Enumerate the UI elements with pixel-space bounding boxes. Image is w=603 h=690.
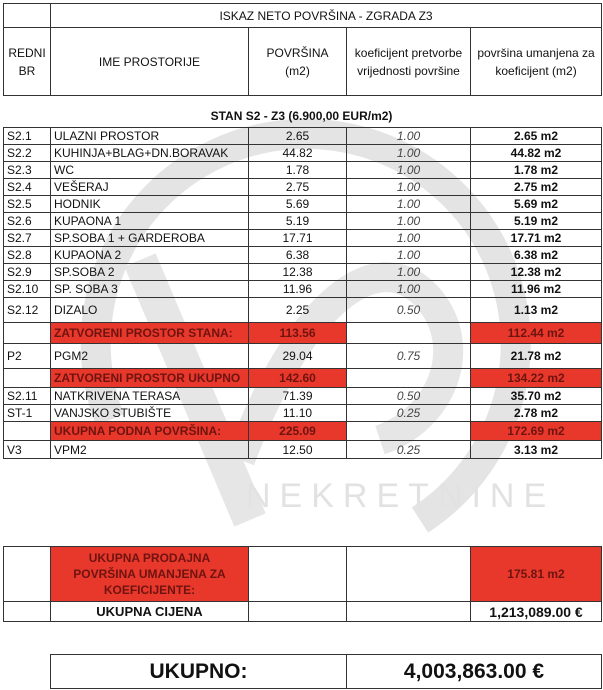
summary-blank-cell	[4, 547, 51, 602]
row-area: 11.96	[249, 281, 347, 298]
summary-blank-cell	[347, 602, 471, 622]
row-coefficient: 1.00	[347, 145, 471, 162]
row-area: 2.25	[249, 298, 347, 323]
row-reduced-area: 6.38 m2	[471, 247, 602, 264]
summary-blank-cell	[249, 547, 347, 602]
row-coefficient: 1.00	[347, 179, 471, 196]
row-reduced-area: 172.69 m2	[471, 422, 602, 441]
row-number: S2.9	[4, 264, 51, 281]
row-number: S2.1	[4, 128, 51, 145]
summary-table	[3, 546, 602, 622]
row-area: 6.38	[249, 247, 347, 264]
row-reduced-area: 12.38 m2	[471, 264, 602, 281]
row-coefficient: 1.00	[347, 128, 471, 145]
row-coefficient: 0.25	[347, 405, 471, 422]
row-area: 113.56	[249, 323, 347, 344]
row-area: 5.69	[249, 196, 347, 213]
table-row	[4, 230, 602, 247]
cijena-label: UKUPNA CIJENA	[51, 602, 249, 622]
row-number: S2.4	[4, 179, 51, 196]
row-area: 5.19	[249, 213, 347, 230]
col-header-povrsina: POVRŠINA (m2)	[249, 28, 347, 96]
row-name: WC	[51, 162, 249, 179]
table-row	[4, 405, 602, 422]
row-number: ST-1	[4, 405, 51, 422]
col-header-umanjena: površina umanjena za koeficijent (m2)	[471, 28, 602, 96]
row-number: S2.2	[4, 145, 51, 162]
row-area: 1.78	[249, 162, 347, 179]
row-coefficient	[347, 369, 471, 388]
table-row	[4, 344, 602, 369]
row-coefficient: 1.00	[347, 281, 471, 298]
row-reduced-area: 134.22 m2	[471, 369, 602, 388]
row-reduced-area: 112.44 m2	[471, 323, 602, 344]
total-label: UKUPNO:	[51, 655, 347, 689]
row-coefficient	[347, 422, 471, 441]
row-number: S2.7	[4, 230, 51, 247]
row-reduced-area: 21.78 m2	[471, 344, 602, 369]
row-reduced-area: 5.69 m2	[471, 196, 602, 213]
row-area: 17.71	[249, 230, 347, 247]
table-row	[4, 281, 602, 298]
row-area: 12.50	[249, 441, 347, 459]
row-number: S2.6	[4, 213, 51, 230]
summary-blank-cell	[4, 602, 51, 622]
row-reduced-area: 5.19 m2	[471, 213, 602, 230]
table-row	[4, 441, 602, 459]
subtotal-row	[4, 422, 602, 441]
row-number: S2.11	[4, 388, 51, 405]
row-name: PGM2	[51, 344, 249, 369]
col-header-redni-br: REDNI BR	[4, 28, 51, 96]
summary-blank-cell	[347, 547, 471, 602]
table-row	[4, 145, 602, 162]
row-coefficient: 0.75	[347, 344, 471, 369]
table-row	[4, 247, 602, 264]
row-area: 2.75	[249, 179, 347, 196]
total-value: 4,003,863.00 €	[347, 655, 602, 689]
row-coefficient: 0.50	[347, 388, 471, 405]
table-row	[4, 179, 602, 196]
row-name: KUPAONA 1	[51, 213, 249, 230]
area-table	[3, 127, 602, 459]
row-coefficient: 0.25	[347, 441, 471, 459]
col-header-ime: IME PROSTORIJE	[51, 28, 249, 96]
row-area: 71.39	[249, 388, 347, 405]
row-reduced-area: 3.13 m2	[471, 441, 602, 459]
row-name: SP. SOBA 3	[51, 281, 249, 298]
row-reduced-area: 17.71 m2	[471, 230, 602, 247]
row-area: 225.09	[249, 422, 347, 441]
row-name: NATKRIVENA TERASA	[51, 388, 249, 405]
row-reduced-area: 2.65 m2	[471, 128, 602, 145]
row-number: V3	[4, 441, 51, 459]
table-row	[4, 128, 602, 145]
row-coefficient: 1.00	[347, 213, 471, 230]
table-row	[4, 298, 602, 323]
prodajna-value: 175.81 m2	[471, 547, 602, 602]
row-reduced-area: 44.82 m2	[471, 145, 602, 162]
row-coefficient: 1.00	[347, 196, 471, 213]
row-coefficient: 1.00	[347, 230, 471, 247]
subtotal-row	[4, 323, 602, 344]
row-name: KUHINJA+BLAG+DN.BORAVAK	[51, 145, 249, 162]
row-number: S2.10	[4, 281, 51, 298]
row-reduced-area: 35.70 m2	[471, 388, 602, 405]
row-coefficient: 1.00	[347, 162, 471, 179]
watermark-text: NEKRETNINE	[246, 477, 556, 515]
row-number	[4, 369, 51, 388]
row-name: ZATVORENI PROSTOR UKUPNO	[51, 369, 249, 388]
row-name: SP.SOBA 2	[51, 264, 249, 281]
row-name: ZATVORENI PROSTOR STANA:	[51, 323, 249, 344]
table-row	[4, 162, 602, 179]
row-number: S2.3	[4, 162, 51, 179]
table-row	[4, 196, 602, 213]
row-area: 142.60	[249, 369, 347, 388]
header-blank-cell	[4, 4, 51, 28]
row-coefficient	[347, 323, 471, 344]
row-number: P2	[4, 344, 51, 369]
row-reduced-area: 1.78 m2	[471, 162, 602, 179]
row-name: VPM2	[51, 441, 249, 459]
row-name: HODNIK	[51, 196, 249, 213]
row-number: S2.5	[4, 196, 51, 213]
cijena-value: 1,213,089.00 €	[471, 602, 602, 622]
total-table	[50, 654, 602, 689]
row-number: S2.12	[4, 298, 51, 323]
row-reduced-area: 2.78 m2	[471, 405, 602, 422]
row-area: 29.04	[249, 344, 347, 369]
summary-blank-cell	[249, 602, 347, 622]
row-coefficient: 1.00	[347, 264, 471, 281]
row-area: 11.10	[249, 405, 347, 422]
col-header-koeficijent: koeficijent pretvorbe vrijednosti površine	[347, 28, 471, 96]
row-area: 12.38	[249, 264, 347, 281]
row-number	[4, 323, 51, 344]
subtotal-row	[4, 369, 602, 388]
row-name: VEŠERAJ	[51, 179, 249, 196]
row-reduced-area: 2.75 m2	[471, 179, 602, 196]
section-title: STAN S2 - Z3 (6.900,00 EUR/m2)	[210, 109, 393, 123]
row-reduced-area: 1.13 m2	[471, 298, 602, 323]
header-table	[3, 3, 602, 96]
row-name: UKUPNA PODNA POVRŠINA:	[51, 422, 249, 441]
row-number	[4, 422, 51, 441]
table-row	[4, 213, 602, 230]
row-coefficient: 1.00	[347, 247, 471, 264]
row-name: ULAZNI PROSTOR	[51, 128, 249, 145]
row-coefficient: 0.50	[347, 298, 471, 323]
row-reduced-area: 11.96 m2	[471, 281, 602, 298]
table-row	[4, 264, 602, 281]
row-name: DIZALO	[51, 298, 249, 323]
row-number: S2.8	[4, 247, 51, 264]
row-name: VANJSKO STUBIŠTE	[51, 405, 249, 422]
row-area: 2.65	[249, 128, 347, 145]
row-name: KUPAONA 2	[51, 247, 249, 264]
table-row	[4, 388, 602, 405]
row-name: SP.SOBA 1 + GARDEROBA	[51, 230, 249, 247]
page-title: ISKAZ NETO POVRŠINA - ZGRADA Z3	[51, 4, 602, 28]
prodajna-label: UKUPNA PRODAJNA POVRŠINA UMANJENA ZA KOEFICIJENTE:	[51, 547, 249, 602]
row-area: 44.82	[249, 145, 347, 162]
